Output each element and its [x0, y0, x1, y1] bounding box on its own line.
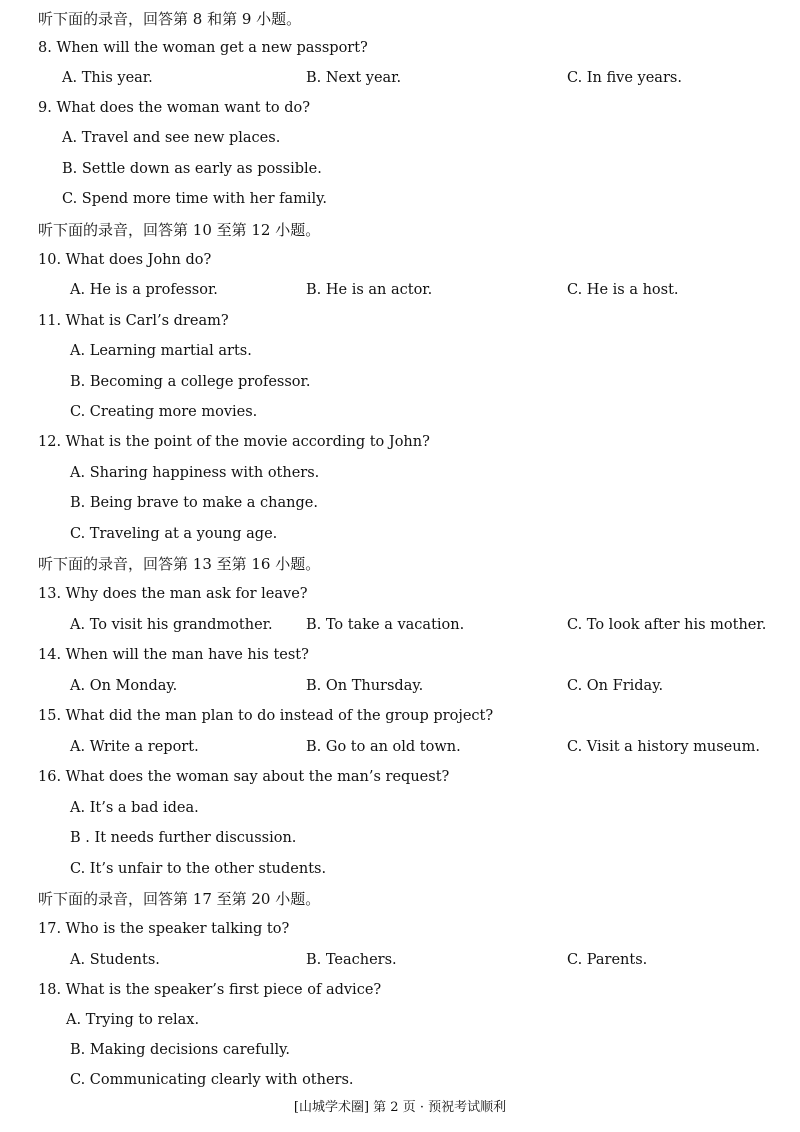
- question-stem: 12. What is the point of the movie according to John?: [38, 434, 430, 450]
- option-a: A. Trying to relax.: [66, 1012, 200, 1028]
- option-row: [0, 488, 800, 518]
- option-c: C. Parents.: [567, 952, 648, 968]
- option-c: C. Spend more time with her family.: [62, 191, 328, 207]
- option-row: [0, 184, 800, 214]
- option-row: [0, 854, 800, 884]
- option-b: B. Being brave to make a change.: [70, 495, 318, 511]
- option-a: A. To visit his grandmother.: [70, 617, 273, 633]
- section-instruction: 听下面的录音，回答第 10 至第 12 小题。: [38, 221, 321, 239]
- question-stem: 16. What does the woman say about the man’s request?: [38, 769, 450, 785]
- option-b: B. On Thursday.: [306, 678, 424, 694]
- option-row: [0, 610, 800, 640]
- page-footer: [山城学术圈] 第 2 页 · 预祝考试顺利: [293, 1100, 507, 1115]
- question-stem: 15. What did the man plan to do instead of the group project?: [38, 708, 494, 724]
- option-row: [0, 823, 800, 853]
- option-row: [0, 519, 800, 549]
- option-c: C. It’s unfair to the other students.: [70, 861, 327, 877]
- section-instruction: 听下面的录音，回答第 17 至第 20 小题。: [38, 890, 321, 908]
- question-stem: 11. What is Carl’s dream?: [38, 313, 229, 329]
- option-row: [0, 1035, 800, 1065]
- question-stem: 9. What does the woman want to do?: [38, 100, 311, 116]
- option-c: C. Communicating clearly with others.: [70, 1072, 354, 1088]
- option-row: [0, 154, 800, 184]
- option-b: B. Go to an old town.: [306, 739, 461, 755]
- option-row: [0, 1005, 800, 1035]
- option-b: B. Settle down as early as possible.: [62, 161, 322, 177]
- option-c: C. To look after his mother.: [567, 617, 767, 633]
- question-stem: 13. Why does the man ask for leave?: [38, 586, 308, 602]
- option-b: B. Teachers.: [306, 952, 397, 968]
- option-a: A. On Monday.: [70, 678, 178, 694]
- option-row: [0, 732, 800, 762]
- option-c: C. In five years.: [567, 70, 682, 86]
- option-a: A. Sharing happiness with others.: [70, 465, 320, 481]
- option-row: [0, 367, 800, 397]
- section-instruction: 听下面的录音，回答第 13 至第 16 小题。: [38, 555, 321, 573]
- option-row: [0, 458, 800, 488]
- question-stem: 18. What is the speaker’s first piece of advice?: [38, 982, 382, 998]
- question-stem: 17. Who is the speaker talking to?: [38, 921, 290, 937]
- option-row: [0, 397, 800, 427]
- option-row: [0, 945, 800, 975]
- option-c: C. On Friday.: [567, 678, 664, 694]
- option-a: A. Students.: [70, 952, 160, 968]
- option-a: A. This year.: [62, 70, 153, 86]
- option-b: B . It needs further discussion.: [70, 830, 297, 846]
- option-a: A. He is a professor.: [70, 282, 218, 298]
- section-instruction: 听下面的录音，回答第 8 和第 9 小题。: [38, 10, 302, 28]
- option-a: A. Write a report.: [70, 739, 199, 755]
- option-a: A. It’s a bad idea.: [70, 800, 199, 816]
- question-stem: 14. When will the man have his test?: [38, 647, 309, 663]
- option-a: A. Travel and see new places.: [62, 130, 281, 146]
- option-c: C. Traveling at a young age.: [70, 526, 278, 542]
- question-stem: 10. What does John do?: [38, 252, 212, 268]
- option-b: B. Making decisions carefully.: [70, 1042, 290, 1058]
- question-stem: 8. When will the woman get a new passport?: [38, 40, 368, 56]
- option-row: [0, 63, 800, 93]
- option-row: [0, 793, 800, 823]
- option-b: B. Next year.: [306, 70, 402, 86]
- option-row: [0, 123, 800, 153]
- option-row: [0, 275, 800, 305]
- option-b: B. To take a vacation.: [306, 617, 465, 633]
- option-a: A. Learning martial arts.: [70, 343, 252, 359]
- option-c: C. Creating more movies.: [70, 404, 258, 420]
- option-c: C. He is a host.: [567, 282, 679, 298]
- option-b: B. Becoming a college professor.: [70, 374, 311, 390]
- option-b: B. He is an actor.: [306, 282, 433, 298]
- option-row: [0, 336, 800, 366]
- option-row: [0, 671, 800, 701]
- option-c: C. Visit a history museum.: [567, 739, 760, 755]
- option-row: [0, 1065, 800, 1095]
